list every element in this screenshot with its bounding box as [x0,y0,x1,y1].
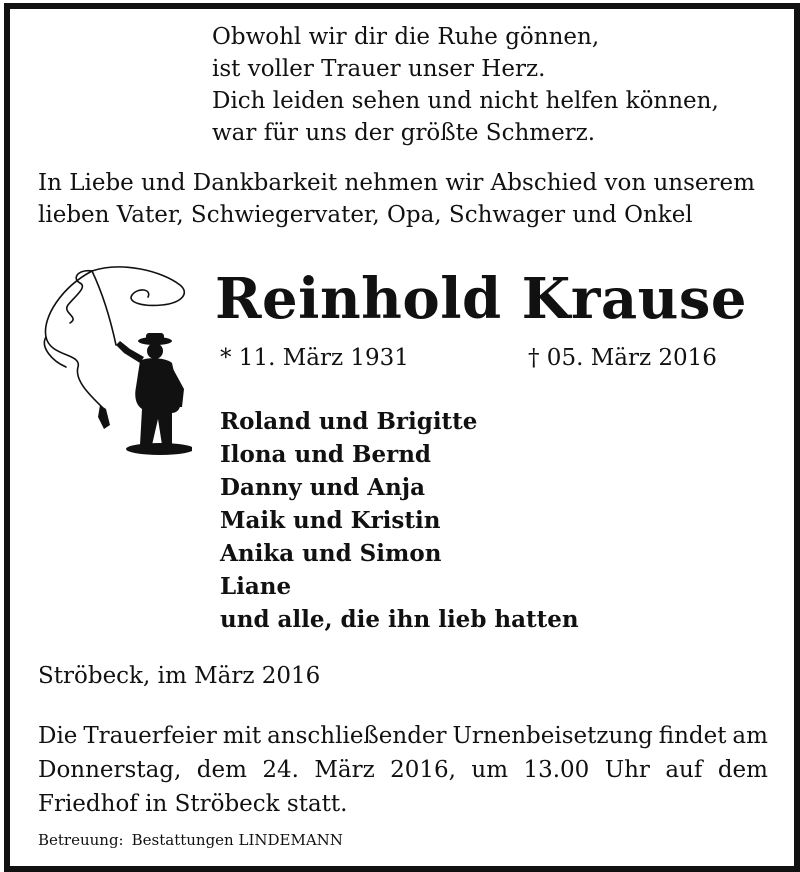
undertaker-credit [38,831,343,849]
funeral-notice [38,719,768,821]
family-member: Maik und Kristin [220,507,441,534]
notice-word: dem [196,757,247,783]
notice-word: anschließender [267,723,447,749]
deceased-name: Reinhold Krause [215,266,747,332]
notice-word: 24. [262,757,299,783]
family-member: Danny und Anja [220,474,425,501]
notice-word: Urnenbeisetzung [452,723,653,749]
notice-word: März [314,757,375,783]
family-list [220,405,579,636]
poem-line: Dich leiden sehen und nicht helfen können, [212,88,719,114]
intro-line: In Liebe und Dankbarkeit nehmen wir Abschied von unserem [38,170,755,196]
notice-line-3: Friedhof in Ströbeck statt. [38,791,348,817]
poem-line: Obwohl wir dir die Ruhe gönnen, [212,24,600,50]
notice-word: am [732,723,768,749]
notice-word: auf [665,757,703,783]
undertaker-label: Betreuung: [38,831,124,849]
notice-word: 2016, [390,757,456,783]
family-member: Anika und Simon [220,540,442,567]
notice-word: 13.00 [523,757,590,783]
undertaker-name: Bestattungen LINDEMANN [131,831,343,849]
poem [212,21,719,149]
notice-word: Die [38,723,78,749]
poem-line: ist voller Trauer unser Herz. [212,56,546,82]
notice-word: Trauerfeier [83,723,217,749]
intro-line: lieben Vater, Schwiegervater, Opa, Schwager und Onkel [38,202,693,228]
family-member: Roland und Brigitte [220,408,478,435]
notice-word: Donnerstag, [38,757,182,783]
death-date: † 05. März 2016 [528,345,717,371]
family-member: Liane [220,573,292,600]
notice-word: um [471,757,509,783]
notice-line-2 [38,753,768,787]
intro-text [38,167,755,231]
fly-fisherman-icon [32,257,192,457]
birth-date: * 11. März 1931 [220,345,409,371]
notice-word: Uhr [604,757,650,783]
obituary-notice [4,3,800,872]
poem-line: war für uns der größte Schmerz. [212,120,596,146]
place-date: Ströbeck, im März 2016 [38,663,321,689]
family-member: Ilona und Bernd [220,441,431,468]
notice-word: mit [222,723,262,749]
notice-word: findet [658,723,727,749]
notice-line-1 [38,719,768,753]
family-member: und alle, die ihn lieb hatten [220,606,579,633]
notice-word: dem [717,757,768,783]
